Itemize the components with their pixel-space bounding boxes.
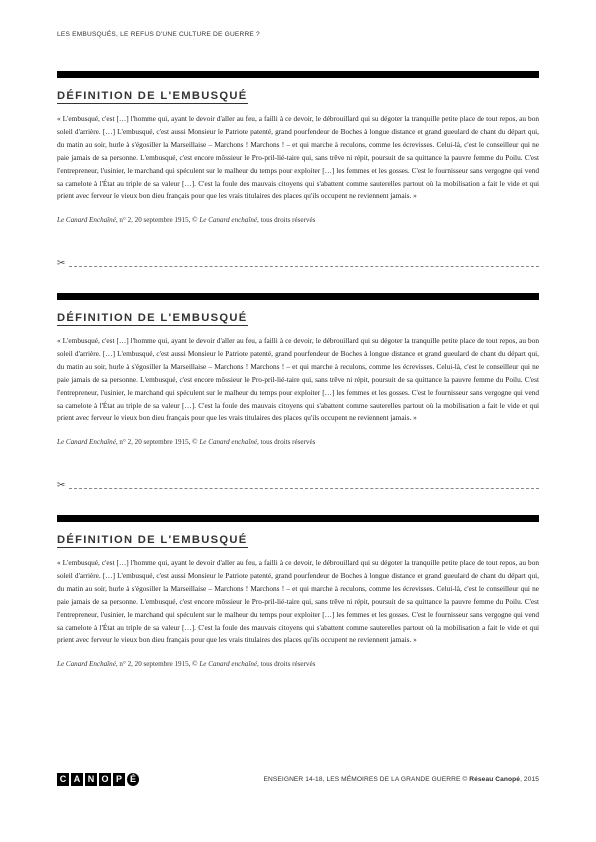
source-citation [57, 216, 539, 224]
section-bar [57, 71, 539, 78]
logo-letter: O [99, 773, 111, 786]
source-rights-holder: Le Canard enchaîné [199, 438, 258, 447]
source-issue: , n° 2, 20 septembre 1915, © [115, 660, 200, 669]
cut-line-1 [57, 258, 539, 271]
logo-letter: C [57, 773, 69, 786]
source-journal: Le Canard Enchaîné [57, 438, 116, 447]
cut-line-2 [57, 480, 539, 493]
source-rights-holder: Le Canard enchaîné [199, 660, 258, 669]
definition-block-1 [57, 71, 539, 224]
dashed-line [69, 266, 539, 267]
quote-text: « L'embusqué, c'est […] l'homme qui, ayant le devoir d'aller au feu, a failli à ce devoir, le débrouillard qui su dégoter la tranquille petite place de tout repos, au bon soleil d'arrière. […] L'embusqué, c'est aussi Monsieur le Patriote patenté, grand pourfendeur de Boches à longue distance et grand gueulard de chant du départ qui, du matin au soir, hurle à s'égosiller la Marseillaise – Marchons ! Marchons ! – et qui marche à reculons, comme les écrevisses. Celui-là, c'est le conseilleur qui ne paie jamais de sa personne. L'embusqué, c'est encore môssieur le Pro-pril-lié-taire qui, sans trêve ni répit, poursuit de sa quittance la pauvre femme du Poilu. C'est l'entrepreneur, l'usinier, le marchand qui spéculent sur le malheur du temps pour exploiter […] les femmes et les gosses. C'est le fournisseur sans vergogne qui vend sa camelote à l'État au triple de sa valeur […]. C'est la foule des mauvais citoyens qui s'abattent comme sauterelles partout où la mobilisation a fait le vide et qui prient avec ferveur le vieux bon dieu français pour que les vrais titulaires des places qu'ils occupent ne reviennent jamais. » [57, 336, 539, 423]
section-title: DÉFINITION DE L'EMBUSQUÉ [57, 90, 248, 102]
logo-letter: N [85, 773, 97, 786]
quote-text: « L'embusqué, c'est […] l'homme qui, ayant le devoir d'aller au feu, a failli à ce devoir, le débrouillard qui su dégoter la tranquille petite place de tout repos, au bon soleil d'arrière. […] L'embusqué, c'est aussi Monsieur le Patriote patenté, grand pourfendeur de Boches à longue distance et grand gueulard de chant du départ qui, du matin au soir, hurle à s'égosiller la Marseillaise – Marchons ! Marchons ! – et qui marche à reculons, comme les écrevisses. Celui-là, c'est le conseilleur qui ne paie jamais de sa personne. L'embusqué, c'est encore môssieur le Pro-pril-lié-taire qui, sans trêve ni répit, poursuit de sa quittance la pauvre femme du Poilu. C'est l'entrepreneur, l'usinier, le marchand qui spéculent sur le malheur du temps pour exploiter […] les femmes et les gosses. C'est le fournisseur sans vergogne qui vend sa camelote à l'État au triple de sa valeur […]. C'est la foule des mauvais citoyens qui s'abattent comme sauterelles partout où la mobilisation a fait le vide et qui prient avec ferveur le vieux bon dieu français pour que les vrais titulaires des places qu'ils occupent ne reviennent jamais. » [57, 114, 539, 201]
source-rights-holder: Le Canard enchaîné [199, 216, 258, 225]
definition-block-2 [57, 293, 539, 446]
logo-letter: A [71, 773, 83, 786]
footer-year: , 2015 [520, 776, 539, 783]
source-issue: , n° 2, 20 septembre 1915, © [115, 216, 200, 225]
scissors-icon: ✂ [57, 480, 66, 491]
source-journal: Le Canard Enchaîné [57, 216, 116, 225]
footer-credit [264, 776, 539, 783]
section-title: DÉFINITION DE L'EMBUSQUÉ [57, 312, 248, 324]
source-issue: , n° 2, 20 septembre 1915, © [115, 438, 200, 447]
section-bar [57, 293, 539, 300]
footer-series: ENSEIGNER 14-18, LES MÉMOIRES DE LA GRANDE GUERRE © [263, 776, 470, 783]
running-header: LES EMBUSQUÉS, LE REFUS D'UNE CULTURE DE GUERRE ? [57, 31, 260, 38]
section-bar [57, 515, 539, 522]
source-journal: Le Canard Enchaîné [57, 660, 116, 669]
source-rights: , tous droits réservés [257, 216, 316, 225]
logo-letter: P [113, 773, 125, 786]
logo-letter: É [127, 773, 139, 786]
quote-text: « L'embusqué, c'est […] l'homme qui, ayant le devoir d'aller au feu, a failli à ce devoir, le débrouillard qui su dégoter la tranquille petite place de tout repos, au bon soleil d'arrière. […] L'embusqué, c'est aussi Monsieur le Patriote patenté, grand pourfendeur de Boches à longue distance et grand gueulard de chant du départ qui, du matin au soir, hurle à s'égosiller la Marseillaise – Marchons ! Marchons ! – et qui marche à reculons, comme les écrevisses. Celui-là, c'est le conseilleur qui ne paie jamais de sa personne. L'embusqué, c'est encore môssieur le Pro-pril-lié-taire qui, sans trêve ni répit, poursuit de sa quittance la pauvre femme du Poilu. C'est l'entrepreneur, l'usinier, le marchand qui spéculent sur le malheur du temps pour exploiter […] les femmes et les gosses. C'est le fournisseur sans vergogne qui vend sa camelote à l'État au triple de sa valeur […]. C'est la foule des mauvais citoyens qui s'abattent comme sauterelles partout où la mobilisation a fait le vide et qui prient avec ferveur le vieux bon dieu français pour que les vrais titulaires des places qu'ils occupent ne reviennent jamais. » [57, 558, 539, 645]
source-rights: , tous droits réservés [257, 438, 316, 447]
source-citation [57, 660, 539, 668]
canope-logo [57, 773, 139, 786]
scissors-icon: ✂ [57, 258, 66, 269]
source-rights: , tous droits réservés [257, 660, 316, 669]
section-title: DÉFINITION DE L'EMBUSQUÉ [57, 534, 248, 546]
footer-publisher: Réseau Canopé [469, 776, 521, 783]
definition-block-3 [57, 515, 539, 668]
source-citation [57, 438, 539, 446]
dashed-line [69, 488, 539, 489]
